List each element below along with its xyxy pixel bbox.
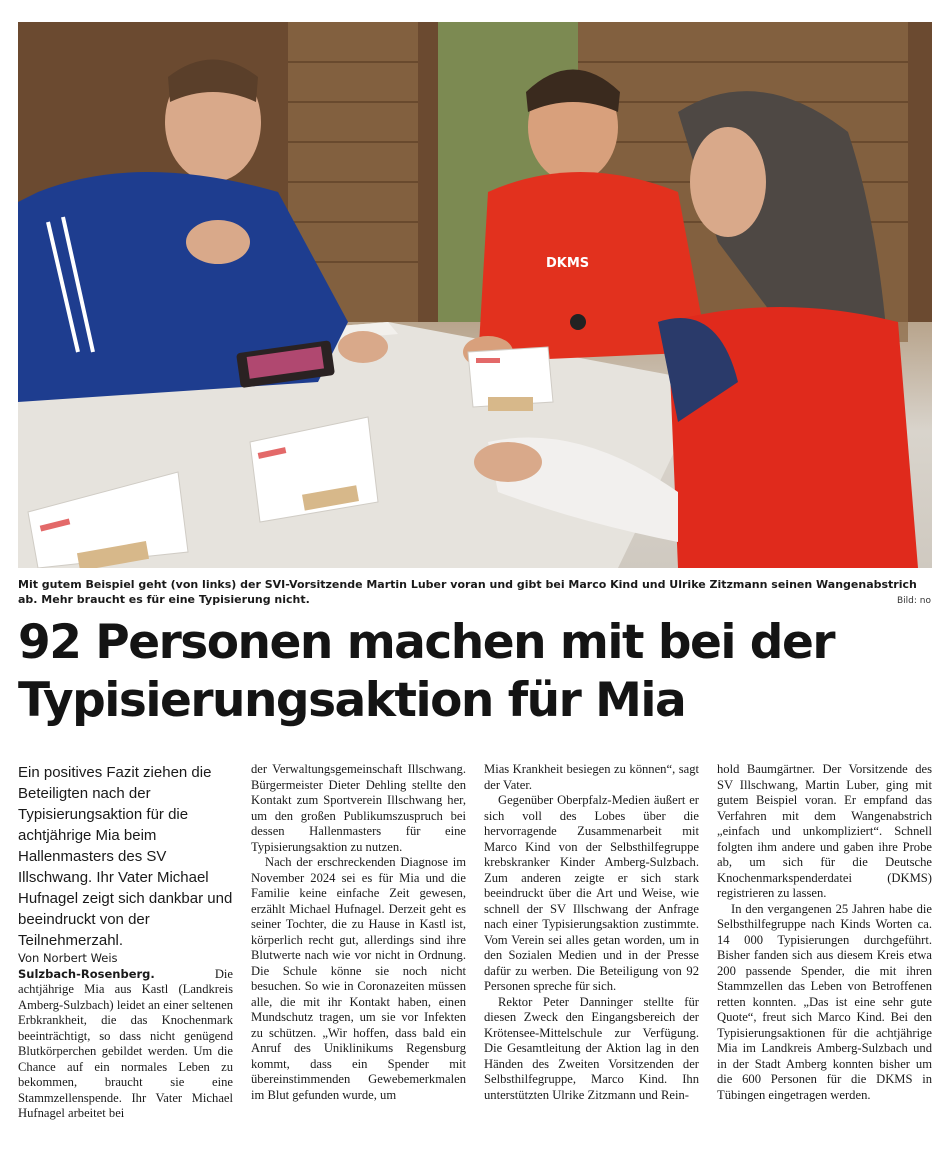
article-paragraph: In den vergangenen 25 Jahren habe die Selbsthilfegruppe nach Kinds Worten ca. 14 000 Typisierungen durchgeführt. Bisher fanden sich aus diesem Kreis etwa 200 passende Spender, die mit ihren Stammzellen das Leben von Betroffenen retten konnten. „Das ist eine sehr gute Quote“, freut sich Marco Kind. Bei den Typisierungsaktionen für die achtjährige Mia im Landkreis Amberg-Sulzbach und in der Stadt Amberg konnten bisher um die 600 Personen für die DKMS in Tübingen eingetragen werden. <box>717 901 932 1102</box>
article-column-2 <box>251 762 466 1103</box>
photo-credit: Bild: no <box>897 596 931 606</box>
photo-caption: Mit gutem Beispiel geht (von links) der SVI-Vorsitzende Martin Luber voran und gibt bei Marco Kind und Ulrike Zitzmann seinen Wangenabstrich ab. Mehr braucht es für eine Typisierung nicht. <box>18 578 917 606</box>
article-paragraph <box>18 967 233 1122</box>
article-headline: 92 Personen machen mit bei der Typisierungsaktion für Mia <box>18 615 835 728</box>
article-paragraph: Nach der erschreckenden Diagnose im November 2024 sei es für Mia und die Familie keine einfache Zeit gewesen, erzählt Michael Hufnagel. Derzeit geht es seiner Tochter, die zu Hause in Kastl ist, körperlich recht gut, allerdings sind ihre Blutwerte nach wie vor nicht in Ordnung. Die Schule könne sie noch nicht besuchen. So wie in Coronazeiten müssen alle, die mit ihr Kontakt haben, einen Mundschutz tragen, um sie vor Infekten zu schützen. „Wir hoffen, dass bald ein Anruf des Uniklinikums Regensburg kommt, dass ein Spender mit übereinstimmenden Gewebemerkmalen im Blut gefunden wurde, um <box>251 855 466 1102</box>
article-column-1 <box>18 762 233 1122</box>
article-photo <box>18 22 932 568</box>
article-column-3 <box>484 762 699 1103</box>
shirt-logo-text: DKMS <box>546 256 590 271</box>
article-paragraph: Mias Krankheit besiegen zu können“, sagt der Vater. <box>484 762 699 792</box>
article-author: Von Norbert Weis <box>18 951 118 965</box>
article-column-4 <box>717 762 932 1103</box>
photo-illustration <box>18 22 932 568</box>
article-intro: Ein positives Fazit ziehen die Beteiligten nach der Typisierungsaktion für die achtjährige Mia beim Hallenmasters des SV Illschwang. Ihr Vater Michael Hufnagel zeigt sich dankbar und beeindruckt von der Teilnehmerzahl. <box>18 764 233 949</box>
article-paragraph: der Verwaltungsgemeinschaft Illschwang. Bürgermeister Dieter Dehling stellte den Kontakt zum Sportverein Illschwang her, um den großen Publikumszuspruch bei dessen Hallenmasters für eine Typisierungsaktion zu nutzen. <box>251 762 466 854</box>
article-paragraph: Gegenüber Oberpfalz-Medien äußert er sich voll des Lobes über die hervorragende Zusammenarbeit mit Marco Kind von der Selbsthilfegruppe krebskranker Kinder Amberg-Sulzbach. Zum anderen zeigte er sich stark beeindruckt über die Art und Weise, wie schnell der SV Illschwang der Anfrage nach einer Typisierungsaktion zustimmte. Vom Verein sei alles getan worden, um in den Sozialen Medien und in der Presse dafür zu werben. Die Beteiligung von 92 Personen spreche für sich. <box>484 793 699 993</box>
article-paragraph: hold Baumgärtner. Der Vorsitzende des SV Illschwang, Martin Luber, ging mit gutem Beispiel voran. Er empfand das Verfahren mit dem Wangenabstrich „einfach und unkompliziert“. Schnell folgten ihm andere und gaben ihre Probe ab, um sich für die Deutsche Knochenmarkspenderdatei (DKMS) registrieren zu lassen. <box>717 762 932 900</box>
article-paragraph: Rektor Peter Danninger stellte für diesen Zweck den Eingangsbereich der Krötensee-Mittelschule zur Verfügung. Die Gesamtleitung der Aktion lag in den Händen des Zweiten Vorsitzenden der Selbsthilfegruppe, Marco Kind. Ihn unterstützten Ulrike Zitzmann und Rein- <box>484 994 699 1102</box>
dateline: Sulzbach-Rosenberg. <box>18 966 155 981</box>
column-text: Die achtjährige Mia aus Kastl (Landkreis Amberg-Sulzbach) leidet an einer seltenen Erbkrankheit, die das Knochenmark beeinträchtigt, so dass nicht genügend Blutkörperchen gebildet werden. Um die Chance auf ein normales Leben zu bekommen, braucht sie eine Stammzellenspende. Ihr Vater Michael Hufnagel arbeitet bei <box>18 966 233 1120</box>
